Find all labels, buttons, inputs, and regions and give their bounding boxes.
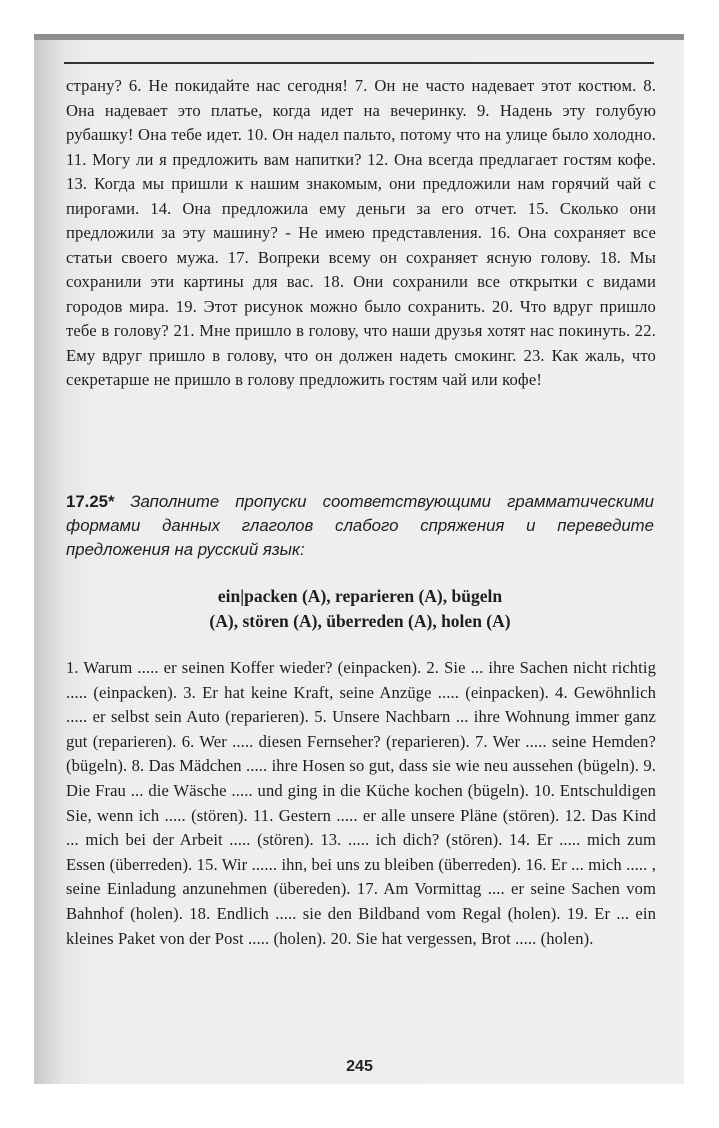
verb-list-line-2 [120, 609, 600, 634]
verb-list [120, 584, 600, 634]
verb-list-line-2-text: (A), stören (A), überreden (A), holen (A) [209, 611, 511, 631]
header-rule [64, 62, 654, 64]
exercise-sentences-paragraph: 1. Warum ..... er seinen Koffer wieder? (einpacken). 2. Sie ... ihre Sachen nicht richtig ..... (einpacken). 3. Er hat keine Kraft, seine Anzüge ..... (einpacken). 4. Gewöhnlich ..... er selbst sein Auto (reparieren). 5. Unsere Nachbarn ... ihre Wohnung immer ganz gut (reparieren). 6. Wer ..... diesen Fernseher? (reparieren). 7. Wer ..... seine Hemden? (bügeln). 8. Das Mädchen ..... ihre Hosen so gut, dass sie wie neu aussehen (bügeln). 9. Die Frau ... die Wäsche ..... und ging in die Küche kochen (bügeln). 10. Entschuldigen Sie, wenn ich ..... (stören). 11. Gestern ..... er alle unsere Pläne (stören). 12. Das Kind ... mich bei der Arbeit ..... (stören). 13. ..... ich dich? (stören). 14. Er ..... mich zum Essen (überreden). 15. Wir ...... ihn, bei uns zu bleiben (überreden). 16. Er ... mich ..... , seine Einladung anzunehmen (übereden). 17. Am Vormittag .... er seine Sachen vom Bahnhof (holen). 18. Endlich ..... sie den Bildband vom Regal (holen). 19. Er ... ein kleines Paket von der Post ..... (holen). 20. Sie hat vergessen, Brot ..... (holen). [66, 658, 656, 948]
exercise-instruction: Заполните пропуски соответствующими грамматическими формами данных глаголов слабого спряжения и переведите предложения на русский язык: [66, 492, 654, 559]
page-number: 245 [346, 1058, 373, 1075]
verb-list-line-1-text: ein|packen (A), reparieren (A), bügeln [217, 586, 503, 606]
translation-sentences-paragraph: страну? 6. Не покидайте нас сегодня! 7. Он не часто надевает этот костюм. 8. Она надевает это платье, когда идет на вечеринку. 9. Надень эту голубую рубашку! Она тебе идет. 10. Он надел пальто, потому что на улице было холодно. 11. Могу ли я предложить вам напитки? 12. Она всегда предлагает гостям кофе. 13. Когда мы пришли к нашим знакомым, они предложили нам горячий чай с пирогами. 14. Она предложила ему деньги за его отчет. 15. Сколько они предложили за эту машину? - Не имею представления. 16. Она сохраняет все статьи своего мужа. 17. Вопреки всему он сохраняет ясную голову. 18. Мы сохранили эти картины для вас. 18. Они сохранили все открытки с видами городов мира. 19. Этот рисунок можно было сохранить. 20. Что вдруг пришло тебе в голову? 21. Мне пришло в голову, что наши друзья хотят нас покинуть. 22. Ему вдруг пришло в голову, что он должен надеть смокинг. 23. Как жаль, что секретарше не пришло в голову предложить гостям чай или кофе! [66, 76, 656, 389]
exercise-number: 17.25* [66, 492, 115, 511]
page-top-edge [34, 34, 684, 40]
verb-list-line-1 [120, 584, 600, 609]
exercise-header [66, 490, 654, 562]
